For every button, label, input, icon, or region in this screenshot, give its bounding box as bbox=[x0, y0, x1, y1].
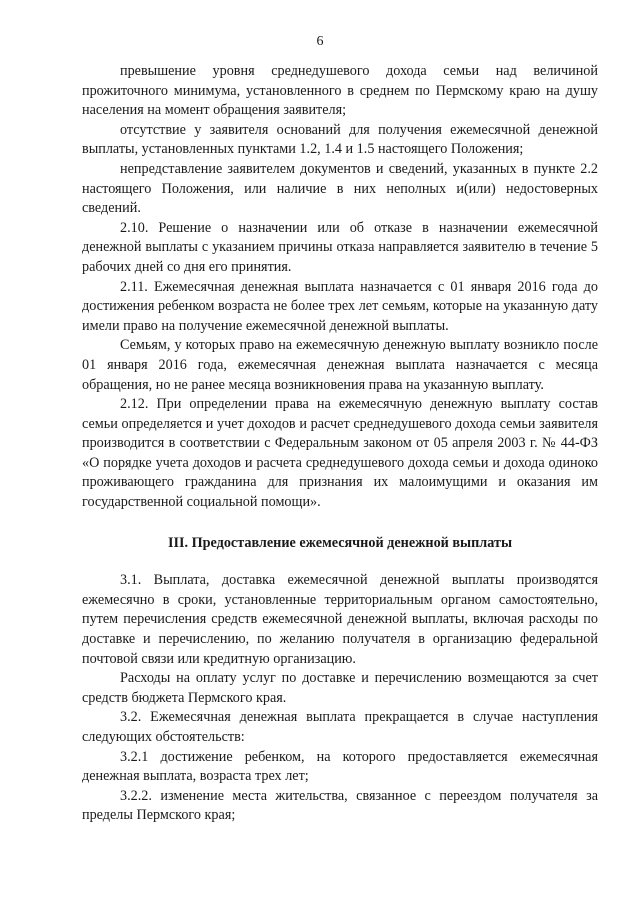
section-heading: III. Предоставление ежемесячной денежной выплаты bbox=[167, 534, 513, 551]
paragraph-2-10: 2.10. Решение о назначении или об отказе в назначении ежемесячной денежной выплаты с указанием причины отказа направляется заявителю в течение 5 рабочих дней со дня его принятия. bbox=[82, 219, 598, 275]
paragraph-delivery-costs: Расходы на оплату услуг по доставке и перечислению возмещаются за счет средств бюджета Пермского края. bbox=[82, 670, 598, 706]
paragraph-2-11-families: Семьям, у которых право на ежемесячную денежную выплату возникло после 01 января 2016 года, ежемесячная денежная выплата назначается с месяца обращения, но не ранее месяца возникновения права на указанную выплату. bbox=[82, 337, 598, 393]
document-body bbox=[82, 62, 598, 826]
paragraph-3-2-2: 3.2.2. изменение места жительства, связанное с переездом получателя за пределы Пермского края; bbox=[82, 787, 598, 824]
page-number: 6 bbox=[316, 34, 324, 49]
paragraph-3-1: 3.1. Выплата, доставка ежемесячной денежной выплаты производятся ежемесячно в сроки, установленные территориальным органом самостоятельно, путем перечисления средств ежемесячной денежной выплаты, включая расходы по доставке и перечислению, по желанию получателя в организацию федеральной почтовой связи или кредитную организацию. bbox=[82, 572, 598, 667]
paragraph-3-2-1: 3.2.1 достижение ребенком, на которого предоставляется ежемесячная денежная выплата, возраста трех лет; bbox=[82, 748, 598, 785]
paragraph-2-12: 2.12. При определении права на ежемесячную денежную выплату состав семьи определяется и учет доходов и расчет среднедушевого дохода семьи заявителя производится в соответствии с Федеральным законом от 05 апреля 2003 г. № 44-ФЗ «О порядке учета доходов и расчета среднедушевого дохода семьи и дохода одиноко проживающего гражданина для признания их малоимущими и оказания им государственной социальной помощи». bbox=[82, 396, 598, 511]
paragraph-no-grounds: отсутствие у заявителя оснований для получения ежемесячной денежной выплаты, установленных пунктами 1.2, 1.4 и 1.5 настоящего Положения; bbox=[82, 121, 598, 158]
paragraph-2-11: 2.11. Ежемесячная денежная выплата назначается с 01 января 2016 года до достижения ребенком возраста не более трех лет семьям, которые на указанную дату имели право на получение ежемесячной денежной выплаты. bbox=[82, 278, 598, 334]
paragraph-missing-documents: непредставление заявителем документов и сведений, указанных в пункте 2.2 настоящего Положения, или наличие в них неполных и(или) недостоверных сведений. bbox=[82, 160, 598, 217]
paragraph-3-2: 3.2. Ежемесячная денежная выплата прекращается в случае наступления следующих обстоятельств: bbox=[82, 709, 598, 745]
paragraph-income-excess: превышение уровня среднедушевого дохода семьи над величиной прожиточного минимума, установленного в среднем по Пермскому краю на душу населения на момент обращения заявителя; bbox=[82, 63, 598, 119]
